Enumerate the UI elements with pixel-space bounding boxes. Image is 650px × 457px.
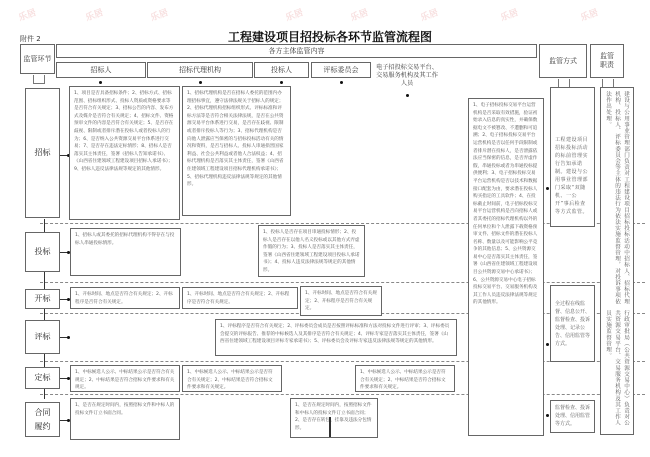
- cell-kaibiao-bidder: 1、开标时间、地点是否符合有关规定；2、开标程序是否符合有关规定。: [300, 286, 382, 316]
- stage-zhaobiao: 招标: [25, 88, 60, 218]
- watermark: 乐居: [84, 8, 105, 24]
- cell-dingbiao-tenderer: 1、中标候选人公示、中标结果公示是否符合有关规定；2、中标结果是否符合招标文件要求和有关规定。: [70, 365, 180, 392]
- arrow-head-icon: [546, 187, 549, 190]
- cell-zhaobiao-tenderer: 1、项目是否具备招标条件；2、招标方式、招标范围、招标组织形式、投标人资质或资格要求等是否符合有关规定；3、招标公告的内容、发布方式及媒介是否符合有关规定；4、招标文件、资格预审文件的内容是否符合有关规定；5、是否存在歧视、限制或者排斥潜在投标人或者投标人的行为；6、是否纳入公共资源交易平台体系进行交易；7、是否存在违法定标情形；8、招标人是否落实其主体责任，签署《招标人告知承诺书》、《山西省住建领域工程建设项目招标人承诺书》；9、招标人违反法律法规等规定的其他情形。: [69, 86, 180, 220]
- connector-dot: [99, 81, 102, 84]
- header-duty: 监管职责: [590, 44, 624, 78]
- header-method: 监管方式: [539, 44, 587, 78]
- arrow-head-icon: [546, 343, 549, 346]
- connector-dot: [340, 81, 343, 84]
- cell-hetong-tenderer: 1、是否在规定时间内，按照招标文件和中标人的投标文件订立书面合同。: [70, 398, 180, 440]
- header-platform: 电子招投标交易平台、交易服务机构及其工作人员: [376, 64, 438, 87]
- connector-dot: [199, 81, 202, 84]
- cell-dingbiao-agency: 1、中标候选人公示、中标结果公示是否符合有关规定；2、中标结果是否符合招标文件要求和有关规定。: [182, 365, 282, 392]
- stage-kaibiao: 开标: [25, 289, 60, 309]
- watermark: 乐居: [499, 8, 520, 24]
- cell-method-1: 工程建设项目招标投标活动的标前管理实行告知承诺制。建设与公用事业管理部门采取“双随机、一公开”事后检查等方式监管。: [550, 87, 595, 227]
- header-tenderer: 招标人: [56, 62, 146, 78]
- connector-dot: [280, 81, 283, 84]
- stage-dingbiao: 定标: [25, 367, 60, 389]
- cell-hetong-bidder: 1、是否在规定时间内，按照招标文件和中标人的投标文件订立书面合同；2、是否存在转包、挂靠及违法分包情形。: [290, 398, 378, 438]
- arrow-head-icon: [67, 336, 70, 339]
- cell-kaibiao-agency: 1、开标时间、地点是否符合有关规定；2、开标程序是否符合有关规定。: [182, 287, 298, 309]
- duty-text-2: 行政审批局（公共资源交易中心）负责对公共资源交易平台、交易服务机构及其工作人员实施监督管理。: [605, 310, 629, 426]
- row-separator: [40, 394, 645, 395]
- stage-hetong: 合同履约: [25, 402, 60, 437]
- duty-text-1: 建设与公用事业管理部门负责对工程建设项目招标投标活动中招标人、招标代理机构、投标人、评标委员会等主体的违法行为依法实施监督管理，对投诉事项依法作出处理。: [605, 91, 629, 305]
- attachment-label: 附件 2: [20, 35, 41, 43]
- cell-toubiao-tenderer: 1、招标人或其委托的招标代理机构不得存在与投标人串通投标情形。: [70, 228, 181, 276]
- stage-pingbiao: 评标: [25, 320, 60, 354]
- watermark: 乐居: [284, 8, 305, 24]
- arrow-head-icon: [546, 414, 549, 417]
- header-committee: 评标委员会: [311, 62, 371, 78]
- header-agency: 招标代理机构: [147, 62, 253, 78]
- header-stage: 监管环节: [20, 44, 55, 74]
- watermark: 乐居: [349, 8, 370, 24]
- cell-dingbiao-committee: 1、中标候选人公示、中标结果公示是否符合有关规定；2、中标结果是否符合招标文件要求和有关规定。: [355, 365, 455, 392]
- stage-toubiao: 投标: [25, 232, 60, 272]
- cell-duty: [600, 87, 634, 435]
- page-title: 工程建设项目招投标各环节监管流程图: [227, 30, 432, 44]
- watermark: 乐居: [17, 8, 38, 24]
- down-arrow-icon: [33, 75, 45, 84]
- row-separator: [40, 282, 645, 283]
- cell-method-2: 全过程在线监督、信息公开、监督检查、投诉处理、记录公告、信用监管等方式。: [550, 285, 595, 362]
- watermark: 乐居: [419, 8, 440, 24]
- watermark: 乐居: [579, 8, 600, 24]
- watermark: 乐居: [149, 8, 170, 24]
- connector-dot: [406, 94, 409, 97]
- cell-pingbiao-committee: 1、评标程序是否符合有关规定；2、评标委员会成员是否按照评标标准和方法对投标文件进行评审；3、评标委员会提交的评标报告、推荐的中标候选人及其排序是否符合有关规定；4、评标专家是否落实其主体责任，签署《山西省住建领域工程建设项目评标专家承诺书》；5、评标委员会及评标专家违反法律法规等规定的其他情形。: [215, 319, 457, 356]
- cell-kaibiao-tenderer: 1、开标时间、地点是否符合有关规定；2、开标程序是否符合有关规定。: [70, 287, 180, 309]
- cell-zhaobiao-agency: 1、招标代理机构是否在招标人委托的范围内办理招标事宜，遵守法律法规关于招标人的规定；2、招标代理机构招标组织形式、评标标准和评标方法等是否符合相关法律法规，是否在公共资源交易平台体系进行交易，是否存在歧视、限制或者排斥投标人等行为；3、招标代理机构是否向他人泄露应当保密的与招标投标活动有关的情况和资料，是否与招标人、投标人串通损害国家利益、社会公共利益或者他人合法权益；4、招标代理机构是否落实其主体责任，签署《山西省住建领域工程建设项目招标代理机构承诺书》；5、招标代理机构违反法律法规等规定的其他情形。: [182, 86, 291, 216]
- cell-method-3: 监督检查、投诉处理、信用监管等方式。: [550, 400, 595, 433]
- cell-toubiao-bidder: 1、投标人是否存在项目串通投标情形；2、投标人是否存在以他人名义投标或以其他方式弄虚作假的行为；3、投标人是否落实其主体责任，签署《山西省住建领域工程建设项目投标人承诺书》；4、投标人违反法律法规等规定的其他情形。: [258, 225, 365, 277]
- cell-platform: 1、电子招标投标交易平台运营机构是否采取有效措施，验证初始录入信息的真实性，并确保数据电文不被篡改、不遭删和可追溯；2、电子招标投标交易平台运营机构是否以任何手段限制或者排斥潜在投标人，是否泄露依法应当保密的信息，是否弄虚作假，串通投标或者为串通投标提供便利；3、电子招标投标交易平台运营机构是否以技术和数据接口配套为由，要求潜在投标人购买指定的工具软件；4、在投标截止时间前，电子招标投标交易平台运营机构是否向招标人或者其委托的招标代理机构以外的任何单位和个人泄露下载资格预审文件、招标文件的潜在投标人名称、数量以及可能影响公平竞争的其他信息；5、公共资源交易中心是否落实其主体责任，签署《山西省住建领域工程建设项目公共资源交易中心承诺书》；6、公共资源交易中心电子招标投标交易平台、交易服务机构及其工作人员违反法律法规等规定的其他情形。: [468, 98, 544, 436]
- header-bidder: 投标人: [254, 62, 309, 78]
- header-content-group: 各方主体监管内容: [56, 44, 537, 58]
